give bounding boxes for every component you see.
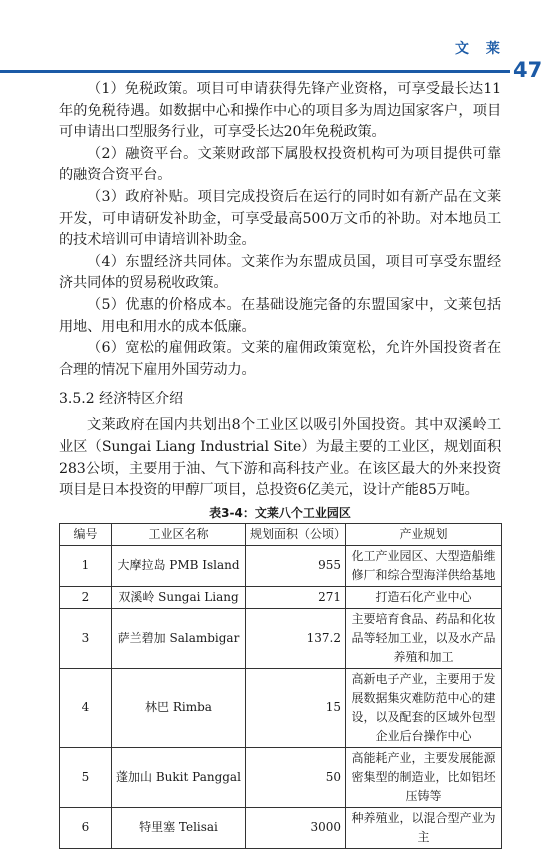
industrial-zones-table [59, 523, 502, 849]
cell-industry-plan: 化工产业园区、大型造船维修厂和综合型海洋供给基地 [346, 545, 502, 586]
cell-industry-plan: 打造石化产业中心 [346, 586, 502, 608]
cell-zone-name: 萨兰碧加 Salambigar [112, 608, 246, 668]
header-zone-name: 工业区名称 [112, 523, 246, 545]
page-number: 47 [513, 58, 543, 82]
section-heading: 3.5.2 经济特区介绍 [59, 391, 184, 408]
cell-area: 15 [246, 668, 346, 747]
table-row [60, 747, 502, 807]
cell-area: 271 [246, 586, 346, 608]
header-title: 文 莱 [455, 41, 506, 57]
cell-industry-plan: 高能耗产业，主要发展能源密集型的制造业，比如铝坯压铸等 [346, 747, 502, 807]
cell-zone-name: 双溪岭 Sungai Liang [112, 586, 246, 608]
cell-industry-plan: 种养殖业，以混合型产业为主 [346, 807, 502, 848]
header-number: 编号 [60, 523, 112, 545]
paragraph-industrial-zones: 文莱政府在国内共划出8个工业区以吸引外国投资。其中双溪岭工业区（Sungai Liang Industrial Site）为最主要的工业区，规划面积283公顷，主要用于油、气下游和高科技产业。在该区最大的外来投资项目是日本投资的甲醇厂项目，总投资6亿美元，设计产能85万吨。 [59, 417, 501, 499]
cell-zone-name: 林巴 Rimba [112, 668, 246, 747]
cell-zone-name: 特里塞 Telisai [112, 807, 246, 848]
cell-area: 50 [246, 747, 346, 807]
cell-area: 955 [246, 545, 346, 586]
cell-number: 3 [60, 608, 112, 668]
table-header-row [60, 523, 502, 545]
paragraph-cost: （5）优惠的价格成本。在基础设施完备的东盟国家中，文莱包括用地、用电和用水的成本低廉。 [59, 296, 501, 335]
table-row [60, 586, 502, 608]
cell-number: 5 [60, 747, 112, 807]
table-row [60, 545, 502, 586]
paragraph-asean: （4）东盟经济共同体。文莱作为东盟成员国，项目可享受东盟经济共同体的贸易税收政策。 [59, 253, 501, 292]
cell-number: 1 [60, 545, 112, 586]
cell-area: 137.2 [246, 608, 346, 668]
header-rule [0, 70, 510, 73]
paragraph-subsidy: （3）政府补贴。项目完成投资后在运行的同时如有新产品在文莱开发，可申请研发补助金，可享受最高500万文币的补助。对本地员工的技术培训可申请培训补助金。 [59, 188, 501, 249]
table-caption: 表3-4：文莱八个工业园区 [209, 505, 351, 520]
cell-number: 6 [60, 807, 112, 848]
table-row [60, 608, 502, 668]
cell-area: 3000 [246, 807, 346, 848]
header-industry-plan: 产业规划 [346, 523, 502, 545]
cell-zone-name: 蓬加山 Bukit Panggal [112, 747, 246, 807]
paragraph-financing: （2）融资平台。文莱财政部下属股权投资机构可为项目提供可靠的融资合资平台。 [59, 145, 501, 184]
paragraph-employment: （6）宽松的雇佣政策。文莱的雇佣政策宽松，允许外国投资者在合理的情况下雇用外国劳动力。 [59, 340, 501, 378]
table-row [60, 807, 502, 848]
cell-industry-plan: 主要培育食品、药品和化妆品等轻加工业，以及水产品养殖和加工 [346, 608, 502, 668]
header-area: 规划面积（公顷） [246, 523, 346, 545]
cell-number: 4 [60, 668, 112, 747]
page-content [59, 79, 501, 849]
cell-industry-plan: 高新电子产业，主要用于发展数据集灾难防范中心的建设，以及配套的区域外包型企业后台操作中心 [346, 668, 502, 747]
paragraph-tax-exemption: （1）免税政策。项目可申请获得先锋产业资格，可享受最长达11年的免税待遇。如数据中心和操作中心的项目多为周边国家客户，项目可申请出口型服务行业，可享受长达20年免税政策。 [59, 81, 501, 141]
cell-zone-name: 大摩拉岛 PMB Island [112, 545, 246, 586]
table-row [60, 668, 502, 747]
cell-number: 2 [60, 586, 112, 608]
